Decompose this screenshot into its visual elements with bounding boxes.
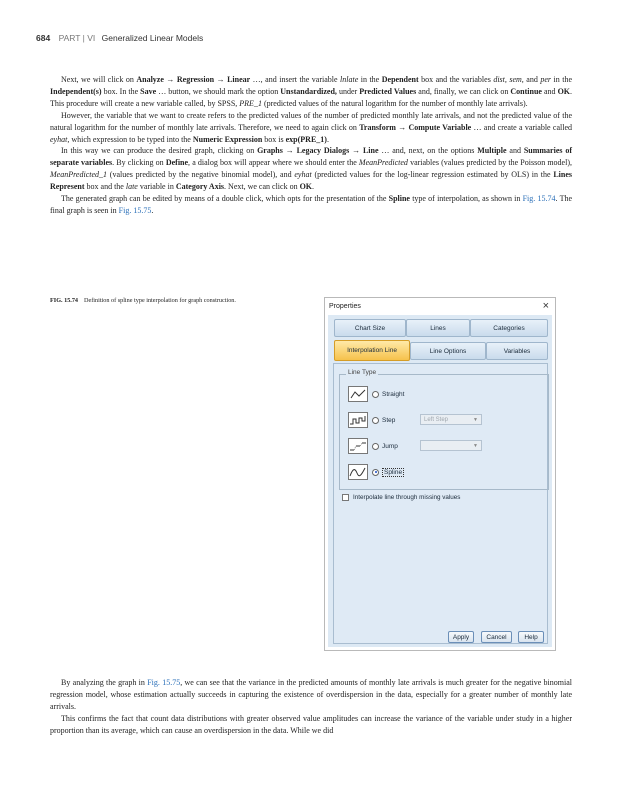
cancel-button[interactable]: Cancel <box>481 631 512 643</box>
properties-dialog <box>324 297 556 651</box>
close-icon[interactable]: × <box>542 300 549 312</box>
part-label: PART | VI <box>58 33 96 43</box>
tab-line-options[interactable]: Line Options <box>410 342 486 360</box>
radio-step[interactable] <box>372 417 379 424</box>
option-spline-label: Spline <box>384 468 403 476</box>
figure-link[interactable]: Fig. 15.75 <box>118 205 152 215</box>
paragraph-6: This confirms the fact that count data distributions with greater observed value amplitudes can increase the variance of the variable under study in a higher proportion than its average, which can cause an overdispersion in the data. While we did <box>50 713 572 735</box>
dialog-content <box>328 315 552 647</box>
paragraph-2: However, the variable that we want to create refers to the predicted values of the number of predicted monthly late arrivals, and not the predicted value of the natural logarithm for the number of monthly late arrivals. Therefore, we need to again click on Transform → Compute Variable … and create a variable called eyhat, which expression to be typed into the Numeric Expression box is exp(PRE_1). <box>50 110 572 144</box>
interpolation-panel <box>333 363 548 644</box>
paragraph-5: By analyzing the graph in Fig. 15.75, we can see that the variance in the predicted amounts of monthly late arrivals is much greater for the negative binomial regression model, whose estimation actually succeeds in capturing the existence of overdispersion in the data, especially for a greater number of monthly late arrivals. <box>50 678 572 711</box>
option-straight-label: Straight <box>382 390 405 398</box>
step-type-value: Left Step <box>424 417 449 423</box>
body-text-top <box>50 74 572 217</box>
option-jump-label: Jump <box>382 442 398 450</box>
tab-interpolation-line[interactable]: Interpolation Line <box>334 340 410 361</box>
tab-chart-size[interactable]: Chart Size <box>334 319 406 337</box>
line-type-group <box>339 369 549 490</box>
step-line-icon <box>348 412 368 428</box>
interpolate-missing-label: Interpolate line through missing values <box>353 494 461 501</box>
tab-variables[interactable]: Variables <box>486 342 548 360</box>
radio-spline[interactable] <box>372 469 379 476</box>
chevron-down-icon: ▼ <box>473 417 478 423</box>
interpolate-missing-checkbox[interactable] <box>342 494 349 501</box>
option-step[interactable] <box>348 411 395 429</box>
running-header <box>36 33 203 43</box>
option-spline[interactable] <box>348 463 404 481</box>
figure-link[interactable]: Fig. 15.74 <box>522 194 556 204</box>
tab-lines[interactable]: Lines <box>406 319 470 337</box>
jump-line-icon <box>348 438 368 454</box>
jump-type-select[interactable] <box>420 440 482 451</box>
dialog-title: Properties <box>329 303 361 310</box>
radio-jump[interactable] <box>372 443 379 450</box>
body-text-bottom <box>50 677 572 737</box>
figure-link[interactable]: Fig. 15.75 <box>147 678 181 687</box>
step-type-select[interactable] <box>420 414 482 425</box>
option-step-label: Step <box>382 416 396 424</box>
figure-label: FIG. 15.74 <box>50 297 79 304</box>
page-number: 684 <box>36 33 51 43</box>
line-type-label: Line Type <box>348 369 377 376</box>
interpolate-missing-row[interactable] <box>342 494 460 501</box>
paragraph-1: Next, we will click on Analyze → Regression → Linear …, and insert the variable lnlate in the Dependent box and the variables dist, sem, and per in the Independent(s) box. In the Save … button, we should mark the option Unstandardized, under Predicted Values and, finally, we can click on Continue and OK. This procedure will create a new variable called, by SPSS, PRE_1 (predicted values of the natural logarithm for the number of monthly late arrivals). <box>50 75 573 108</box>
figure-caption-text: Definition of spline type interpolation for graph construction. <box>84 297 236 304</box>
radio-straight[interactable] <box>372 391 379 398</box>
help-button[interactable]: Help <box>518 631 544 643</box>
chevron-down-icon: ▼ <box>473 443 478 449</box>
tab-categories[interactable]: Categories <box>470 319 548 337</box>
spline-line-icon <box>348 464 368 480</box>
option-jump[interactable] <box>348 437 398 455</box>
figure-caption <box>50 297 320 304</box>
straight-line-icon <box>348 386 368 402</box>
header-title: Generalized Linear Models <box>101 33 204 43</box>
paragraph-4: The generated graph can be edited by means of a double click, which opts for the presentation of the Spline type of interpolation, as shown in Fig. 15.74. The final graph is seen in Fig. 15.75. <box>50 194 573 215</box>
option-straight[interactable] <box>348 385 404 403</box>
apply-button[interactable]: Apply <box>448 631 474 643</box>
paragraph-3: In this way we can produce the desired graph, clicking on Graphs → Legacy Dialogs → Line … and, next, on the options Multiple and Summaries of separate variables. By clicking on Define, a dialog box will appear where we should enter the MeanPredicted variables (values predicted by the Poisson model), MeanPredicted_1 (values predicted by the negative binomial model), and eyhat (predicted values for the log-linear regression estimated by OLS) in the Lines Represent box and the late variable in Category Axis. Next, we can click on OK. <box>50 146 573 192</box>
